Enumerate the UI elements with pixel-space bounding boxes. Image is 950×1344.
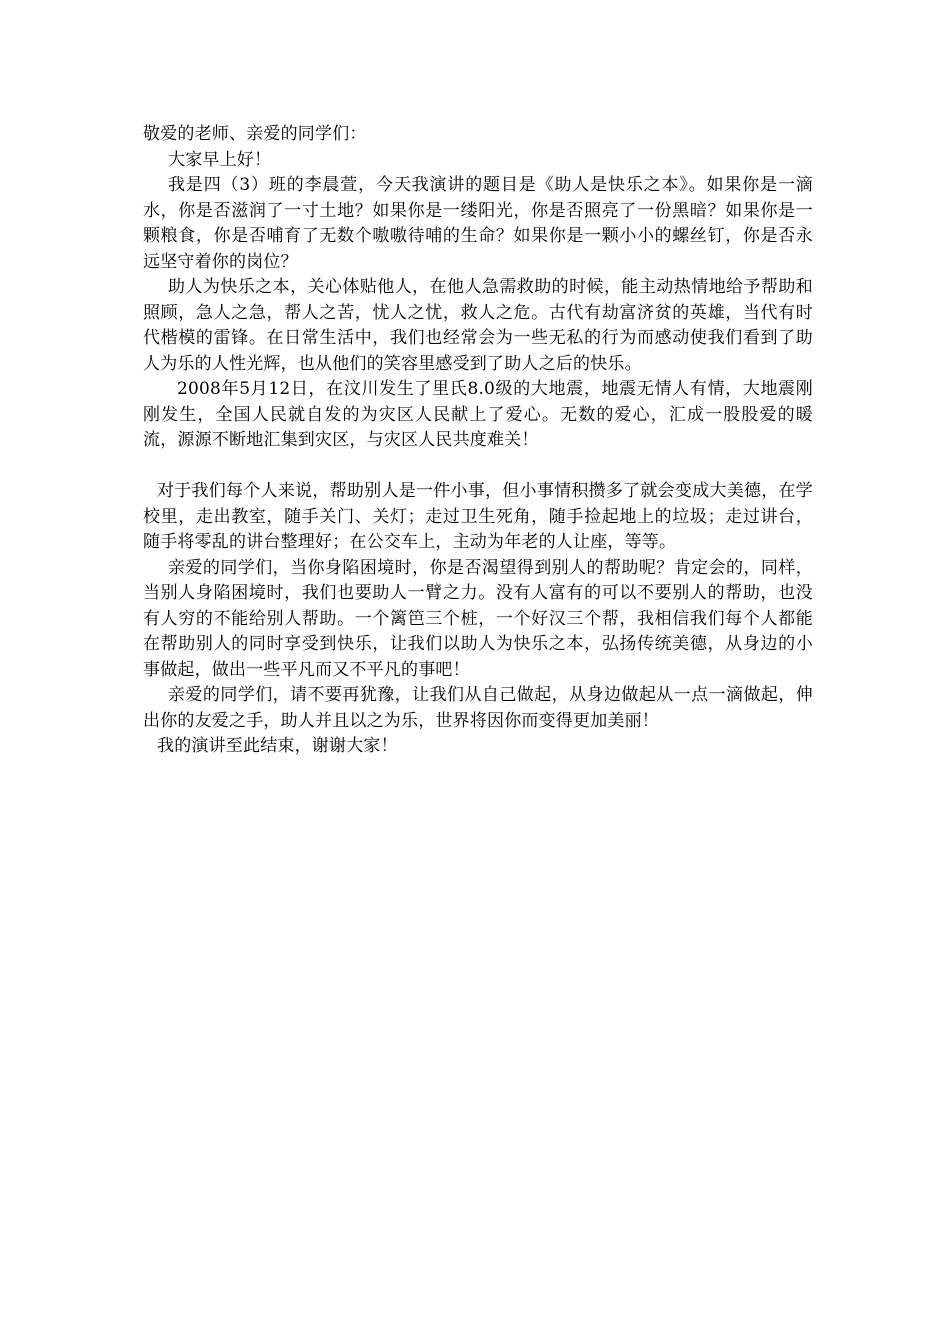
paragraph-earthquake: 2008年5月12日，在汶川发生了里氏8.0级的大地震，地震无情人有情，大地震刚刚发生，全国人民就自发的为灾区人民献上了爱心。无数的爱心，汇成一股股爱的暖流，源源不断地汇集到灾区，与灾区人民共度难关！ [143, 379, 813, 450]
paragraph-appeal: 亲爱的同学们，当你身陷困境时，你是否渴望得到别人的帮助呢？肯定会的，同样，当别人身陷困境时，我们也要助人一臂之力。没有人富有的可以不要别人的帮助，也没有人穷的不能给别人帮助。一个篱笆三个桩，一个好汉三个帮，我相信我们每个人都能在帮助别人的同时享受到快乐，让我们以助人为快乐之本，弘扬传统美德，从身边的小事做起，做出一些平凡而又不平凡的事吧！ [143, 557, 813, 680]
greeting-line: 敬爱的老师、亲爱的同学们： [143, 124, 367, 144]
paragraph-helping-others: 助人为快乐之本，关心体贴他人，在他人急需救助的时候，能主动热情地给予帮助和照顾，急人之急，帮人之苦，忧人之忧，救人之危。古代有劫富济贫的英雄，当代有时代楷模的雷锋。在日常生活中，我们也经常会为一些无私的行为而感动使我们看到了助人为乐的人性光辉，也从他们的笑容里感受到了助人之后的快乐。 [143, 277, 813, 374]
document-page [143, 122, 813, 760]
paragraph-introduction: 我是四（3）班的李晨萱，今天我演讲的题目是《助人是快乐之本》。如果你是一滴水，你是否滋润了一寸土地？如果你是一缕阳光，你是否照亮了一份黑暗？如果你是一颗粮食，你是否哺育了无数个嗷嗷待哺的生命？如果你是一颗小小的螺丝钉，你是否永远坚守着你的岗位？ [143, 175, 813, 272]
opening-line: 大家早上好！ [168, 149, 272, 170]
paragraph-call-to-action: 亲爱的同学们，请不要再犹豫，让我们从自己做起，从身边做起从一点一滴做起，伸出你的友爱之手，助人并且以之为乐，世界将因你而变得更加美丽！ [143, 685, 813, 731]
closing-line: 我的演讲至此结束，谢谢大家！ [157, 736, 398, 756]
blank-line [143, 454, 813, 480]
paragraph-small-deeds: 对于我们每个人来说，帮助别人是一件小事，但小事情积攒多了就会变成大美德，在学校里，走出教室，随手关门、关灯；走过卫生死角，随手捡起地上的垃圾；走过讲台，随手将零乱的讲台整理好；在公交车上，主动为年老的人让座，等等。 [143, 481, 813, 552]
